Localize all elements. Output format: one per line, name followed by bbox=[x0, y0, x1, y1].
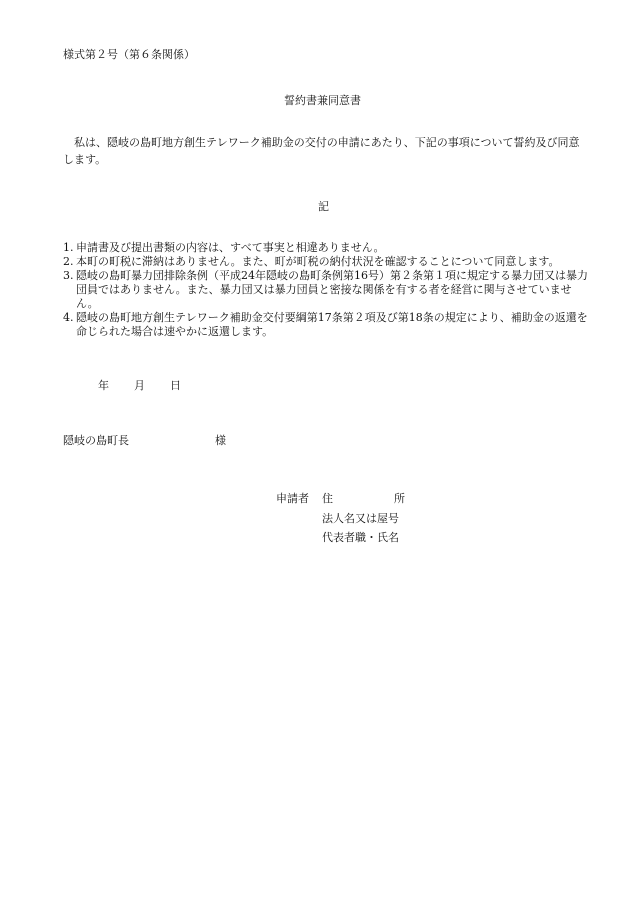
representative-label: 代表者職・氏名 bbox=[322, 531, 399, 544]
addressee-honorific: 様 bbox=[215, 434, 226, 447]
corp-name-label: 法人名又は屋号 bbox=[322, 512, 399, 525]
document-title: 誓約書兼同意書 bbox=[284, 94, 361, 107]
ki-heading: 記 bbox=[318, 200, 329, 213]
item-number: 2. bbox=[63, 255, 74, 268]
date-month: 月 bbox=[134, 379, 145, 392]
list-item bbox=[63, 269, 593, 311]
item-text: 隠岐の島町暴力団排除条例（平成24年隠岐の島町条例第16号）第２条第１項に規定する暴力団又は暴力団員ではありません。また、暴力団又は暴力団員と密接な関係を有する者を経営に関与させていません。 bbox=[76, 269, 588, 310]
intro-paragraph: 私は、隠岐の島町地方創生テレワーク補助金の交付の申請にあたり、下記の事項について誓約及び同意します。 bbox=[63, 136, 580, 166]
list-item bbox=[63, 311, 593, 339]
item-number: 4. bbox=[63, 311, 74, 324]
form-number: 様式第２号（第６条関係） bbox=[63, 48, 195, 61]
address-label-2: 所 bbox=[394, 492, 405, 505]
pledge-list bbox=[63, 241, 593, 339]
date-day: 日 bbox=[170, 379, 181, 392]
list-item bbox=[63, 255, 593, 269]
item-text: 隠岐の島町地方創生テレワーク補助金交付要綱第17条第２項及び第18条の規定により、補助金の返還を命じられた場合は速やかに返還します。 bbox=[76, 311, 588, 338]
date-year: 年 bbox=[98, 379, 109, 392]
addressee-name: 隠岐の島町長 bbox=[63, 434, 129, 447]
applicant-label: 申請者 bbox=[276, 492, 309, 505]
item-text: 本町の町税に滞納はありません。また、町が町税の納付状況を確認することについて同意します。 bbox=[76, 255, 560, 268]
item-number: 3. bbox=[63, 269, 74, 282]
item-text: 申請書及び提出書類の内容は、すべて事実と相違ありません。 bbox=[76, 241, 385, 254]
list-item bbox=[63, 241, 593, 255]
address-label-1: 住 bbox=[322, 492, 333, 505]
item-number: 1. bbox=[63, 241, 74, 254]
